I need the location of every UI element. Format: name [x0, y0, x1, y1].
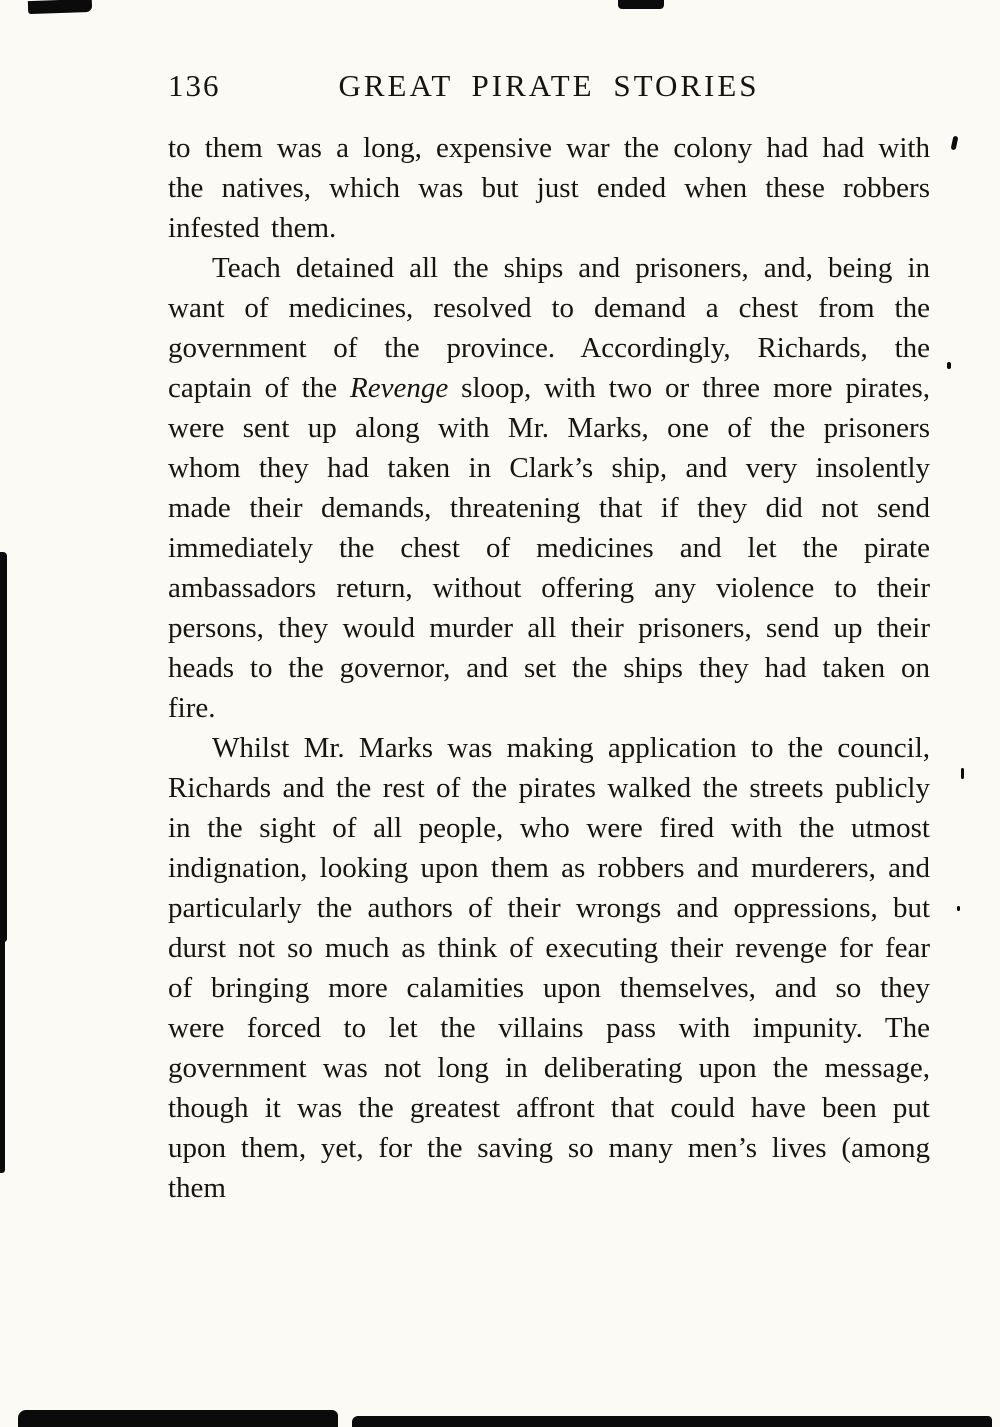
scan-artifact-left-edge	[0, 552, 7, 942]
paragraph: to them was a long, expensive war the colony had had with the natives, which was but just ended when these robbers infested them.	[168, 132, 930, 244]
scan-artifact-speck	[961, 768, 964, 779]
paragraph: Whilst Mr. Marks was making application to the council, Richards and the rest of the pirates walked the streets publicly in the sight of all people, who were fired with the utmost indignation, looking upon them as robbers and murderers, and particularly the authors of their wrongs and oppressions, but durst not so much as think of executing their revenge for fear of bringing more calamities upon themselves, and so they were forced to let the villains pass with impunity. The government was not long in deliberating upon the message, though it was the greatest affront that could have been put upon them, yet, for the saving so many men’s lives (among them	[168, 732, 930, 1204]
page-body	[168, 128, 930, 1208]
scan-artifact-speck	[957, 906, 960, 911]
scan-artifact-bottom-edge	[352, 1416, 992, 1427]
page-number: 136	[168, 68, 221, 103]
scan-artifact-bottom-edge	[18, 1410, 338, 1427]
scan-artifact-top-middle	[618, 0, 664, 9]
scan-artifact-speck	[947, 362, 951, 369]
paragraph: Teach detained all the ships and prisoners, and, being in want of medicines, resolved to demand a chest from the government of the province. Accordingly, Richards, the captain of the Revenge sloop, with two or three more pirates, were sent up along with Mr. Marks, one of the prisoners whom they had taken in Clark’s ship, and very insolently made their demands, threatening that if they did not send immediately the chest of medicines and let the pirate ambassadors return, without offering any violence to their persons, they would murder all their prisoners, send up their heads to the governor, and set the ships they had taken on fire.	[168, 252, 930, 724]
scan-artifact-top-left	[28, 0, 92, 14]
running-title: GREAT PIRATE STORIES	[338, 68, 760, 103]
page-header	[168, 68, 930, 110]
scan-artifact-left-edge	[0, 938, 5, 1173]
scan-artifact-speck	[951, 136, 959, 151]
